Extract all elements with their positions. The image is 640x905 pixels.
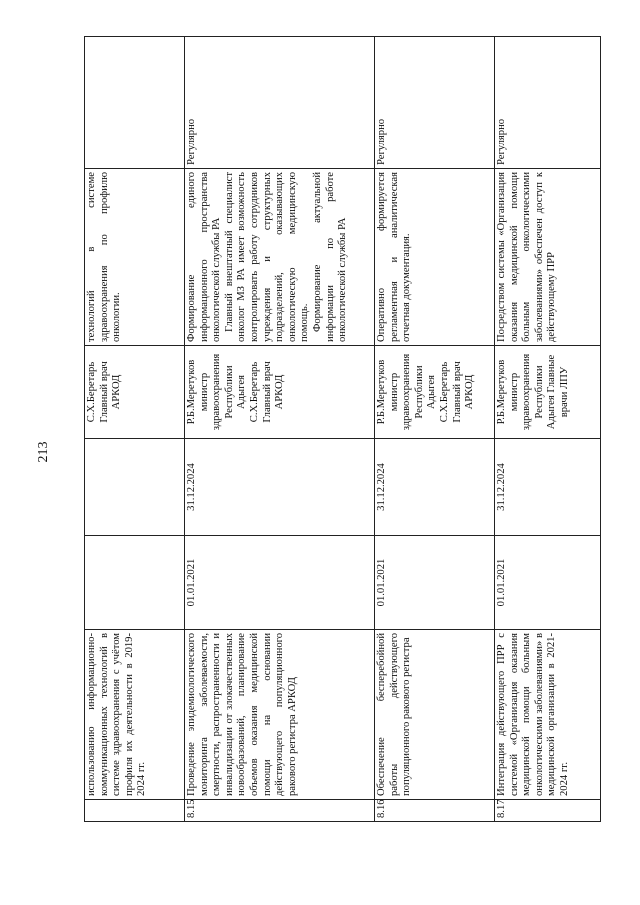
document-sheet <box>84 37 600 822</box>
frequency-cell: Регулярно <box>375 37 495 169</box>
result-cell <box>375 169 495 346</box>
result-paragraph: Посредством системы «Организация оказания медицинской помощи больным онкологическими заболеваниями» обеспечен доступ к действующему ПРР <box>496 172 558 342</box>
end-date-cell: 31.12.2024 <box>495 439 601 536</box>
task-cell: Проведение эпидемиологического мониторинга заболеваемости, смертности, распространенности и инвалидизации от злокачественных новообразований, планирование объемов оказания медицинской помощи на основании действующего популяционного ракового регистра АРКОД <box>185 630 375 800</box>
page-number: 213 <box>36 441 51 463</box>
row-number: 8.15 <box>185 800 375 822</box>
start-date-cell: 01.01.2021 <box>375 536 495 630</box>
result-cell <box>85 169 185 346</box>
responsible-cell: Р.Б.Меретуков министр здравоохранения Республики Адыгея С.Х.Беретарь Главный врач АРКОД <box>375 346 495 439</box>
task-cell: использованию информационно-коммуникационных технологий в системе здравоохранения с учётом профиля их деятельности в 2019-2024 гг. <box>85 630 185 800</box>
responsible-cell: Р.Б.Меретуков министр здравоохранения Республики Адыгея С.Х.Беретарь Главный врач АРКОД <box>185 346 375 439</box>
start-date-cell <box>85 536 185 630</box>
result-paragraph: Формирование актуальной информации по работе онкологической службы РА <box>311 172 349 342</box>
end-date-cell <box>85 439 185 536</box>
responsible-cell: С.Х.Беретарь Главный врач АРКОД <box>85 346 185 439</box>
start-date-cell: 01.01.2021 <box>495 536 601 630</box>
end-date-cell: 31.12.2024 <box>185 439 375 536</box>
frequency-cell: Регулярно <box>185 37 375 169</box>
row-number: 8.16 <box>375 800 495 822</box>
result-paragraph: Оперативно формируется регламентная и аналитическая отчетная документация. <box>376 172 413 342</box>
table-row <box>185 37 375 822</box>
task-cell: Интеграция действующего ПРР с системой «Организация оказания медицинской помощи больным онкологическими заболеваниями» в медицинской организации в 2021-2024 гг. <box>495 630 601 800</box>
table-row <box>375 37 495 822</box>
frequency-cell: Регулярно <box>495 37 601 169</box>
row-number <box>85 800 185 822</box>
task-cell: Обеспечение бесперебойной работы действующего популяционного ракового регистра <box>375 630 495 800</box>
result-paragraph: Формирование единого информационного пространства онкологической службы РА <box>186 172 223 342</box>
table-row <box>85 37 185 822</box>
start-date-cell: 01.01.2021 <box>185 536 375 630</box>
result-paragraph: технологий в системе здравоохранения по профилю онкологии. <box>86 172 123 342</box>
result-cell <box>185 169 375 346</box>
row-number: 8.17 <box>495 800 601 822</box>
responsible-cell: Р.Б.Меретуков министр здравоохранения Республики Адыгея Главные врачи ЛПУ <box>495 346 601 439</box>
result-cell <box>495 169 601 346</box>
frequency-cell <box>85 37 185 169</box>
activities-table <box>84 36 601 822</box>
end-date-cell: 31.12.2024 <box>375 439 495 536</box>
result-paragraph: Главный внештатный специалист онколог МЗ РА имеет возможность контролировать работу сотрудников учреждения и структурных подразделений, оказывающих онкологическую медицинскую помощь. <box>223 172 311 342</box>
table-row <box>495 37 601 822</box>
